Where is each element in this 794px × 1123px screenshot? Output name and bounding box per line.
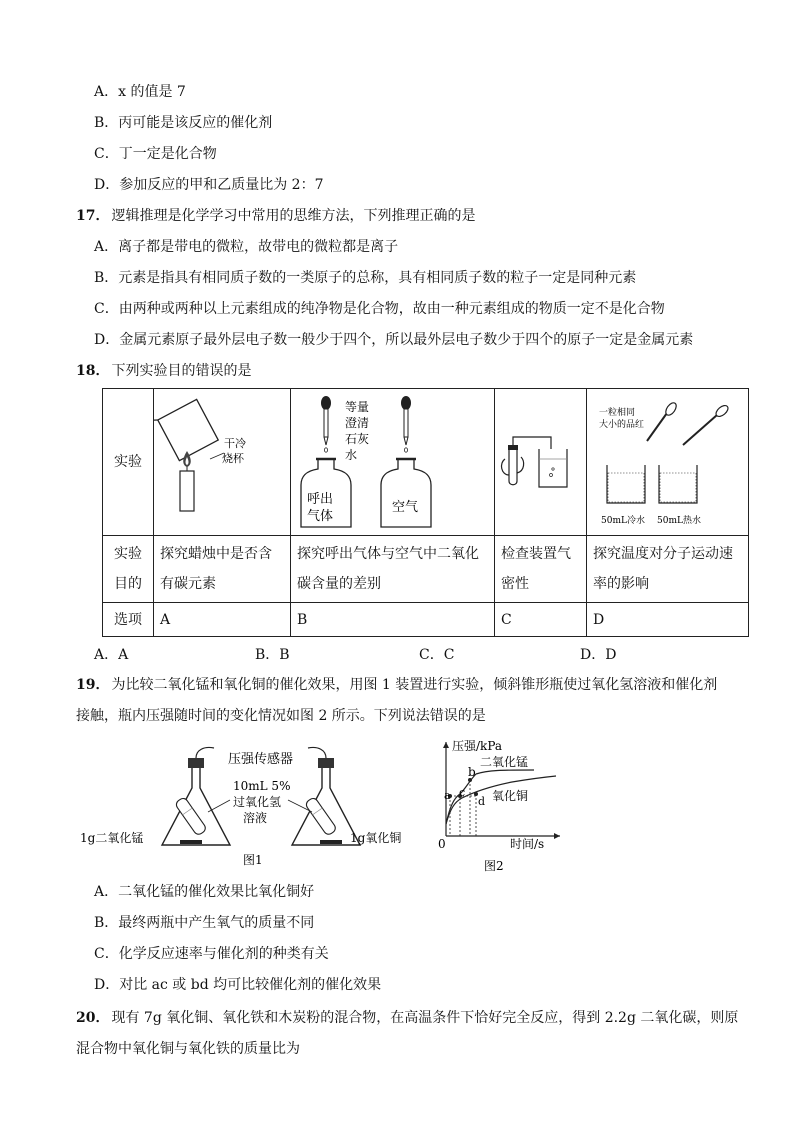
row-label-purpose-2: 目的 xyxy=(114,576,142,592)
purpose-c xyxy=(495,536,587,603)
q16-option-c: C．丁一定是化合物 xyxy=(94,146,217,162)
q17-stem-text: 逻辑推理是化学学习中常用的思维方法，下列推理正确的是 xyxy=(111,208,476,224)
experiment-a-image xyxy=(154,389,291,536)
q19-number: 19． xyxy=(76,677,110,693)
figure-2-caption: 图2 xyxy=(484,859,504,873)
label-equal: 等量 xyxy=(345,400,370,414)
label-point-d: d xyxy=(478,795,486,808)
label-clear: 澄清 xyxy=(345,416,370,430)
label-cuo: 1g氧化铜 xyxy=(350,831,402,845)
label-exhaled-2: 气体 xyxy=(307,509,334,524)
label-same-grain: 一粒相同 xyxy=(599,408,636,418)
spoon-icon xyxy=(683,403,730,445)
q19-option-a: A．二氧化锰的催化效果比氧化铜好 xyxy=(94,884,315,900)
dropper-icon xyxy=(321,396,331,452)
label-curve-cuo: 氧化铜 xyxy=(492,789,529,803)
purpose-a xyxy=(154,536,291,603)
q18-stem xyxy=(76,361,251,381)
label-pressure-sensor: 压强传感器 xyxy=(228,752,294,767)
label-exhaled-1: 呼出 xyxy=(307,492,334,507)
q17-stem xyxy=(76,206,475,226)
label-mno2: 1g二氧化锰 xyxy=(80,831,144,845)
figure-2-ylabel: 压强/kPa xyxy=(452,739,503,753)
q16-option-d: D．参加反应的甲和乙质量比为 2：7 xyxy=(94,177,324,193)
label-air: 空气 xyxy=(392,500,419,515)
experiment-c-image xyxy=(495,389,587,536)
gas-bottle-icon xyxy=(381,459,431,527)
q20-stem-text-1: 现有 7g 氧化铜、氧化铁和木炭粉的混合物，在高温条件下恰好完全反应，得到 2.2g 二氧化碳，则原 xyxy=(111,1010,739,1026)
q16-option-b: B．丙可能是该反应的催化剂 xyxy=(94,115,273,131)
q18-number: 18． xyxy=(76,363,110,379)
label-solution-3: 溶液 xyxy=(243,811,268,825)
purpose-d-line1: 探究温度对分子运动速 xyxy=(593,546,733,562)
q16-option-a: A．x 的值是 7 xyxy=(94,84,186,100)
purpose-b-line1: 探究呼出气体与空气中二氧化 xyxy=(297,546,479,562)
option-letter-d: D xyxy=(587,603,749,637)
q17-option-a: A．离子都是带电的微粒，故带电的微粒都是离子 xyxy=(94,239,399,255)
label-beaker: 烧杯 xyxy=(222,452,244,465)
q20-number: 20． xyxy=(76,1010,110,1026)
purpose-b-line2: 碳含量的差别 xyxy=(297,576,381,592)
option-letter-b: B xyxy=(291,603,495,637)
q18-choice-c: C．C xyxy=(419,647,455,663)
q19-option-b: B．最终两瓶中产生氧气的质量不同 xyxy=(94,915,315,931)
label-point-a: a xyxy=(444,789,451,802)
q18-choices xyxy=(94,645,694,665)
q17-number: 17． xyxy=(76,208,110,224)
purpose-c-line1: 检查装置气 xyxy=(501,546,571,562)
dropper-icon xyxy=(401,396,411,452)
q19-figure-2 xyxy=(432,736,572,876)
q20-stem-2: 混合物中氧化铜与氧化铁的质量比为 xyxy=(76,1041,300,1057)
q18-choice-d: D．D xyxy=(580,647,617,663)
label-cold-water: 50mL冷水 xyxy=(601,516,645,526)
label-dry-cold: 干冷 xyxy=(224,437,246,450)
conical-flask-icon xyxy=(162,747,230,845)
spoon-icon xyxy=(647,401,678,441)
q17-option-b: B．元素是指具有相同质子数的一类原子的总称，具有相同质子数的粒子一定是同种元素 xyxy=(94,270,637,286)
label-point-c: c xyxy=(459,786,466,799)
label-water: 水 xyxy=(345,448,358,462)
q17-option-d: D．金属元素原子最外层电子数一般少于四个，所以最外层电子数少于四个的原子一定是金属元素 xyxy=(94,332,694,348)
option-letter-c: C xyxy=(495,603,587,637)
test-tube-icon xyxy=(502,445,524,485)
label-dye: 大小的品红 xyxy=(599,420,645,430)
figure-1-caption: 图1 xyxy=(243,853,263,867)
cold-water-beaker-icon xyxy=(607,465,645,503)
row-label-purpose-1: 实验 xyxy=(114,546,142,562)
purpose-a-line1: 探究蜡烛中是否含 xyxy=(160,546,272,562)
purpose-d xyxy=(587,536,749,603)
q19-stem-text-1: 为比较二氧化锰和氧化铜的催化效果，用图 1 装置进行实验，倾斜锥形瓶使过氧化氢溶液和催化剂 xyxy=(111,677,718,693)
figure-2-origin: 0 xyxy=(438,837,446,851)
purpose-d-line2: 率的影响 xyxy=(593,576,649,592)
q19-option-d: D．对比 ac 或 bd 均可比较催化剂的催化效果 xyxy=(94,977,382,993)
purpose-b xyxy=(291,536,495,603)
q18-choice-a: A．A xyxy=(94,647,129,663)
q19-stem-1 xyxy=(76,675,717,695)
q18-stem-text: 下列实验目的错误的是 xyxy=(111,363,252,379)
label-curve-mno2: 二氧化锰 xyxy=(480,755,529,769)
q18-choice-b: B．B xyxy=(255,647,290,663)
experiment-b-image xyxy=(291,389,495,536)
q19-stem-2: 接触，瓶内压强随时间的变化情况如图 2 所示。下列说法错误的是 xyxy=(76,708,486,724)
q18-experiment-table xyxy=(102,388,749,637)
q19-figure-1 xyxy=(80,740,420,875)
row-label-purpose xyxy=(103,536,154,603)
hot-water-beaker-icon xyxy=(659,465,697,503)
option-letter-a: A xyxy=(154,603,291,637)
candle-icon xyxy=(180,451,194,511)
label-solution-1: 10mL 5% xyxy=(233,779,291,793)
label-hot-water: 50mL热水 xyxy=(657,516,701,526)
water-beaker-icon xyxy=(539,449,567,487)
row-label-experiment: 实验 xyxy=(103,389,154,536)
label-solution-2: 过氧化氢 xyxy=(233,795,282,809)
figure-2-xlabel: 时间/s xyxy=(510,837,545,851)
q17-option-c: C．由两种或两种以上元素组成的纯净物是化合物，故由一种元素组成的物质一定不是化合物 xyxy=(94,301,665,317)
q20-stem-1 xyxy=(76,1008,738,1028)
purpose-c-line2: 密性 xyxy=(501,576,529,592)
experiment-d-image xyxy=(587,389,749,536)
purpose-a-line2: 有碳元素 xyxy=(160,576,216,592)
q19-option-c: C．化学反应速率与催化剂的种类有关 xyxy=(94,946,329,962)
label-point-b: b xyxy=(468,765,476,779)
row-label-option: 选项 xyxy=(103,603,154,637)
label-lime: 石灰 xyxy=(345,432,370,446)
